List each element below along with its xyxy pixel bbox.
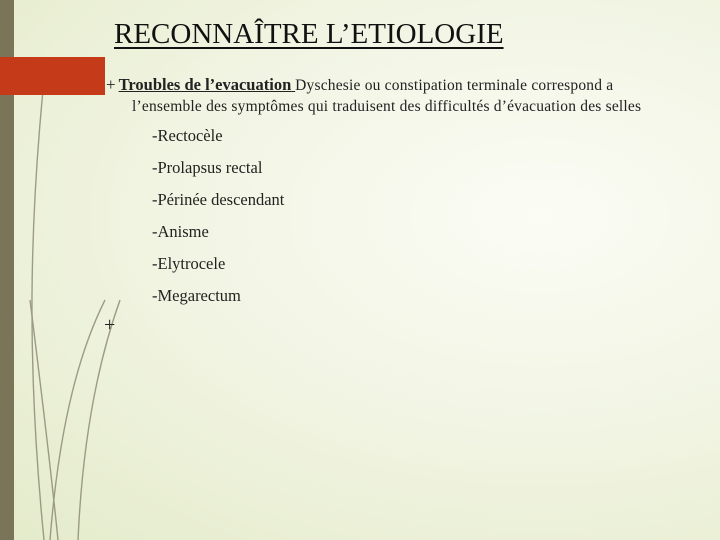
list-item: -Megarectum [152, 286, 241, 305]
list-item: -Anisme [152, 222, 209, 241]
list-item: -Périnée descendant [152, 190, 285, 209]
list-item: -Prolapsus rectal [152, 158, 263, 177]
cause-list [152, 126, 284, 318]
list-item: -Rectocèle [152, 126, 223, 145]
slide-title: RECONNAÎTRE L’ETIOLOGIE [114, 18, 504, 50]
list-item: -Elytrocele [152, 254, 226, 273]
bullet-heading: Troubles de l’evacuation [118, 75, 292, 94]
bullet-description-line1: Dyschesie ou constipation terminale correspond a [295, 77, 614, 94]
accent-block [0, 57, 105, 95]
bullet-marker: + [106, 75, 116, 94]
bullet-description-line2: l’ensemble des symptômes qui traduisent des difficultés d’évacuation des selles [132, 98, 642, 115]
main-bullet [106, 75, 666, 116]
empty-bullet-marker: + [104, 314, 116, 336]
